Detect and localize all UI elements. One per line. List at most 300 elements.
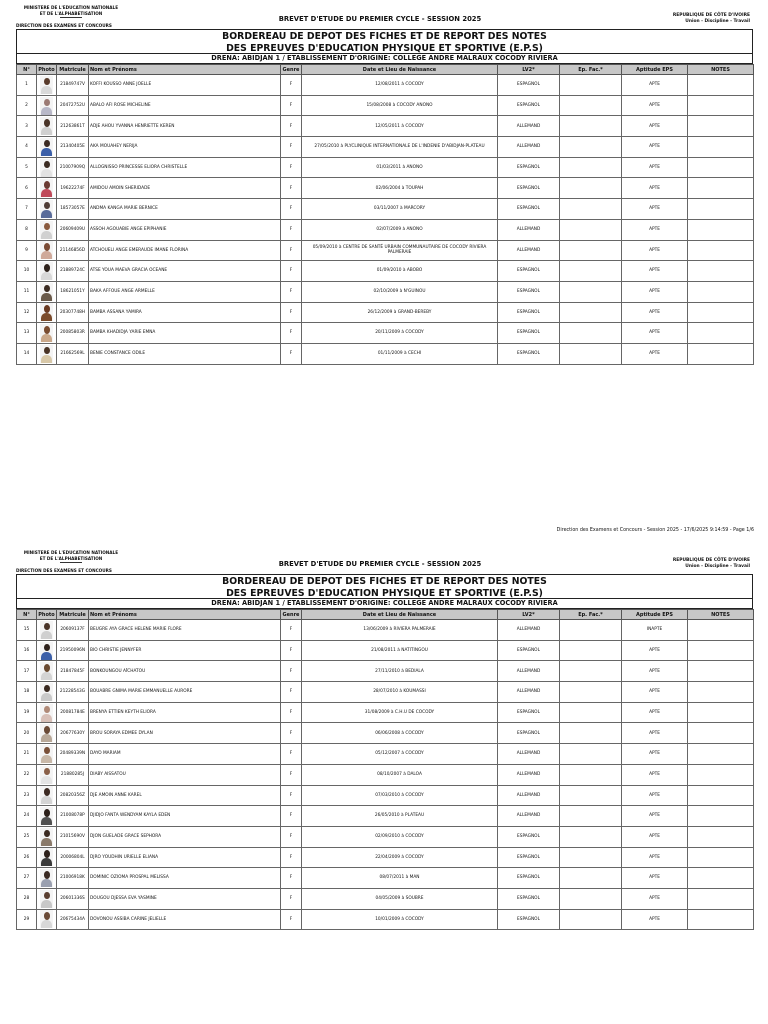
photo-cell [37, 661, 57, 682]
ministry-line1: MINISTERE DE L'EDUCATION NATIONALE [23, 5, 119, 10]
title-line1: BORDEREAU DE DEPOT DES FICHES ET DE REPORT DES NOTES [222, 31, 547, 42]
row-matricule: 21015690V [57, 826, 89, 847]
row-aptitude: APTE [622, 764, 688, 785]
row-genre: F [281, 75, 302, 96]
row-number: 25 [17, 826, 37, 847]
row-genre: F [281, 178, 302, 199]
student-photo [40, 324, 53, 342]
row-ep-fac [560, 343, 622, 364]
table-row [17, 75, 754, 96]
row-birth: 26/05/2010 à PLATEAU [302, 806, 498, 827]
col-lv2: LV2* [498, 65, 560, 75]
photo-cell [37, 806, 57, 827]
row-birth: 04/05/2009 à SOUBRE [302, 888, 498, 909]
title-line2: DES EPREUVES D'EDUCATION PHYSIQUE ET SPORTIVE (E.P.S) [226, 42, 543, 54]
col-lv2: LV2* [498, 610, 560, 620]
exam-title: BREVET D'ETUDE DU PREMIER CYCLE - SESSION 2025 [278, 15, 482, 23]
table-row [17, 95, 754, 116]
row-matricule: 20307748H [57, 302, 89, 323]
row-matricule: 21889724C [57, 261, 89, 282]
row-ep-fac [560, 702, 622, 723]
row-matricule: 21340405E [57, 137, 89, 158]
row-aptitude: APTE [622, 323, 688, 344]
photo-cell [37, 95, 57, 116]
row-genre: F [281, 343, 302, 364]
row-matricule: 21007909Q [57, 157, 89, 178]
row-lv2: ESPAGNOL [498, 723, 560, 744]
row-genre: F [281, 868, 302, 889]
ministry-divider [60, 17, 82, 18]
row-birth: 08/10/2007 à DALOA [302, 764, 498, 785]
photo-cell [37, 723, 57, 744]
row-genre: F [281, 95, 302, 116]
row-genre: F [281, 909, 302, 930]
student-photo [40, 807, 53, 825]
row-ep-fac [560, 116, 622, 137]
row-lv2: ESPAGNOL [498, 826, 560, 847]
row-number: 13 [17, 323, 37, 344]
row-lv2: ESPAGNOL [498, 323, 560, 344]
photo-cell [37, 764, 57, 785]
direction-label: DIRECTION DES EXAMENS ET CONCOURS [16, 23, 112, 28]
photo-cell [37, 343, 57, 364]
row-genre: F [281, 723, 302, 744]
row-number: 17 [17, 661, 37, 682]
row-genre: F [281, 785, 302, 806]
row-lv2: ESPAGNOL [498, 95, 560, 116]
table-row [17, 682, 754, 703]
row-ep-fac [560, 240, 622, 261]
photo-cell [37, 785, 57, 806]
row-number: 16 [17, 640, 37, 661]
row-lv2: ESPAGNOL [498, 157, 560, 178]
row-ep-fac [560, 723, 622, 744]
ministry-line2: ET DE L'ALPHABETISATION [39, 10, 103, 16]
row-aptitude: APTE [622, 785, 688, 806]
row-ep-fac [560, 847, 622, 868]
row-notes [688, 764, 754, 785]
col-matricule: Matricule [57, 610, 89, 620]
row-ep-fac [560, 178, 622, 199]
row-birth: 12/05/2011 à COCODY [302, 116, 498, 137]
row-genre: F [281, 261, 302, 282]
col-ep-fac: Ep. Fac.* [560, 610, 622, 620]
row-name: BAKA AFFOUE ANGE ARMELLE [89, 281, 281, 302]
row-ep-fac [560, 682, 622, 703]
row-matricule: 21662569L [57, 343, 89, 364]
row-aptitude: APTE [622, 240, 688, 261]
row-birth: 12/08/2011 à COCODY [302, 75, 498, 96]
row-lv2: ESPAGNOL [498, 199, 560, 220]
photo-cell [37, 219, 57, 240]
row-birth: 26/12/2009 à GRAND-BEREBY [302, 302, 498, 323]
student-photo [40, 724, 53, 742]
row-ep-fac [560, 909, 622, 930]
row-ep-fac [560, 764, 622, 785]
row-matricule: 20675434A [57, 909, 89, 930]
row-notes [688, 240, 754, 261]
row-notes [688, 157, 754, 178]
student-photo [40, 890, 53, 908]
row-aptitude: APTE [622, 682, 688, 703]
republic-motto: Union - Discipline - Travail [685, 19, 750, 24]
row-genre: F [281, 682, 302, 703]
row-number: 7 [17, 199, 37, 220]
row-lv2: ALLEMAND [498, 137, 560, 158]
row-name: KOFFI KOUSSO ANNE JOELLE [89, 75, 281, 96]
photo-cell [37, 744, 57, 765]
row-genre: F [281, 116, 302, 137]
row-lv2: ESPAGNOL [498, 847, 560, 868]
col-genre: Genre [281, 65, 302, 75]
row-matricule: 21880285J [57, 764, 89, 785]
row-number: 2 [17, 95, 37, 116]
students-table [16, 609, 754, 930]
row-name: DIABY AISSATOU [89, 764, 281, 785]
col-number: N° [17, 65, 37, 75]
row-number: 4 [17, 137, 37, 158]
row-lv2: ALLEMAND [498, 682, 560, 703]
row-birth: 20/11/2009 à COCODY [302, 323, 498, 344]
row-name: DJON GUELADE GRACE SEPHORA [89, 826, 281, 847]
row-aptitude: APTE [622, 806, 688, 827]
title-line1: BORDEREAU DE DEPOT DES FICHES ET DE REPORT DES NOTES [222, 576, 547, 587]
row-name: ATCHOUELI ANGE EMERAUDE IMANE FLORINA [89, 240, 281, 261]
row-matricule: 20006804L [57, 847, 89, 868]
row-matricule: 21228543G [57, 682, 89, 703]
photo-cell [37, 826, 57, 847]
row-genre: F [281, 640, 302, 661]
student-photo [40, 200, 53, 218]
row-number: 15 [17, 620, 37, 641]
row-birth: 05/12/2007 à COCODY [302, 744, 498, 765]
row-name: DJE AMOIN ANNE KAREL [89, 785, 281, 806]
row-name: BROU SORAYA EDMEE DYLAN [89, 723, 281, 744]
row-number: 3 [17, 116, 37, 137]
row-genre: F [281, 323, 302, 344]
student-photo [40, 786, 53, 804]
row-lv2: ALLEMAND [498, 661, 560, 682]
student-photo [40, 704, 53, 722]
row-aptitude: APTE [622, 640, 688, 661]
student-photo [40, 869, 53, 887]
table-row [17, 240, 754, 261]
row-ep-fac [560, 261, 622, 282]
row-number: 10 [17, 261, 37, 282]
student-photo [40, 76, 53, 94]
row-lv2: ALLEMAND [498, 240, 560, 261]
row-birth: 02/06/2004 à TOUPAH [302, 178, 498, 199]
row-number: 9 [17, 240, 37, 261]
row-matricule: 20677630Y [57, 723, 89, 744]
row-aptitude: APTE [622, 75, 688, 96]
ministry-block [16, 5, 126, 18]
row-aptitude: APTE [622, 199, 688, 220]
row-birth: 02/10/2009 à N'GUINOU [302, 281, 498, 302]
row-number: 8 [17, 219, 37, 240]
row-birth: 01/09/2010 à ABOBO [302, 261, 498, 282]
photo-cell [37, 281, 57, 302]
row-name: ASSOH AGOUABIE ANGE EPIPHANIE [89, 219, 281, 240]
ministry-block [16, 550, 126, 563]
student-photo [40, 683, 53, 701]
row-matricule: 21263861T [57, 116, 89, 137]
row-matricule: 21847845F [57, 661, 89, 682]
col-name: Nom et Prénoms [89, 65, 281, 75]
row-name: BENIE CONSTANCE ODILE [89, 343, 281, 364]
table-row [17, 888, 754, 909]
row-birth: 28/07/2010 à KOUMASSI [302, 682, 498, 703]
row-notes [688, 178, 754, 199]
student-photo [40, 262, 53, 280]
row-lv2: ALLEMAND [498, 785, 560, 806]
student-photo [40, 848, 53, 866]
row-aptitude: APTE [622, 178, 688, 199]
col-photo: Photo [38, 66, 55, 73]
row-genre: F [281, 219, 302, 240]
photo-cell [37, 640, 57, 661]
row-name: BIO CHRISTIE JENNYFER [89, 640, 281, 661]
ministry-divider [60, 562, 82, 563]
document-title [16, 29, 753, 54]
row-number: 26 [17, 847, 37, 868]
row-ep-fac [560, 75, 622, 96]
drena-line: DRENA: ABIDJAN 1 / ETABLISSEMENT D'ORIGINE: COLLEGE ANDRE MALRAUX COCODY RIVIERA [16, 599, 753, 609]
photo-cell [37, 702, 57, 723]
row-genre: F [281, 744, 302, 765]
table-row [17, 157, 754, 178]
row-birth: 13/06/2009 à RIVIERA PALMERAIE [302, 620, 498, 641]
table-row [17, 620, 754, 641]
row-aptitude: APTE [622, 868, 688, 889]
row-number: 19 [17, 702, 37, 723]
student-photo [40, 221, 53, 239]
student-photo [40, 283, 53, 301]
page-2 [0, 545, 768, 1024]
table-row [17, 219, 754, 240]
student-photo [40, 138, 53, 156]
table-header-row [17, 610, 754, 620]
row-notes [688, 682, 754, 703]
row-notes [688, 95, 754, 116]
row-number: 22 [17, 764, 37, 785]
col-genre: Genre [281, 610, 302, 620]
row-genre: F [281, 157, 302, 178]
row-birth: 10/01/2009 à COCODY [302, 909, 498, 930]
student-photo [40, 745, 53, 763]
row-aptitude: APTE [622, 826, 688, 847]
row-notes [688, 806, 754, 827]
row-lv2: ESPAGNOL [498, 261, 560, 282]
row-matricule: 21950096N [57, 640, 89, 661]
row-ep-fac [560, 95, 622, 116]
title-line2: DES EPREUVES D'EDUCATION PHYSIQUE ET SPORTIVE (E.P.S) [226, 587, 543, 599]
photo-cell [37, 178, 57, 199]
row-number: 11 [17, 281, 37, 302]
photo-cell [37, 75, 57, 96]
table-header-row [17, 65, 754, 75]
row-ep-fac [560, 826, 622, 847]
row-ep-fac [560, 806, 622, 827]
row-birth: 02/09/2010 à COCODY [302, 826, 498, 847]
row-number: 27 [17, 868, 37, 889]
row-notes [688, 826, 754, 847]
row-name: ABALO AFI ROSE MICHELINE [89, 95, 281, 116]
col-photo: Photo [38, 611, 55, 618]
table-row [17, 261, 754, 282]
row-notes [688, 137, 754, 158]
row-matricule: 21008078P [57, 806, 89, 827]
row-number: 20 [17, 723, 37, 744]
row-ep-fac [560, 323, 622, 344]
row-lv2: ALLEMAND [498, 744, 560, 765]
row-aptitude: APTE [622, 661, 688, 682]
republic-block [630, 13, 750, 25]
row-aptitude: APTE [622, 702, 688, 723]
student-photo [40, 159, 53, 177]
student-photo [40, 345, 53, 363]
row-lv2: ESPAGNOL [498, 909, 560, 930]
row-notes [688, 661, 754, 682]
row-genre: F [281, 806, 302, 827]
row-matricule: 20472752U [57, 95, 89, 116]
row-notes [688, 847, 754, 868]
row-genre: F [281, 826, 302, 847]
photo-cell [37, 199, 57, 220]
row-notes [688, 702, 754, 723]
row-aptitude: APTE [622, 137, 688, 158]
table-row [17, 826, 754, 847]
photo-cell [37, 240, 57, 261]
row-ep-fac [560, 157, 622, 178]
col-birth: Date et Lieu de Naissance [302, 65, 498, 75]
photo-cell [37, 157, 57, 178]
row-notes [688, 343, 754, 364]
photo-cell [37, 137, 57, 158]
row-ep-fac [560, 199, 622, 220]
row-name: BRENYA ETTIEN KEYTH ELIORA [89, 702, 281, 723]
row-name: AMIDOU AMOIN SHERIDADE [89, 178, 281, 199]
row-matricule: 20085803R [57, 323, 89, 344]
student-photo [40, 179, 53, 197]
row-genre: F [281, 764, 302, 785]
table-row [17, 323, 754, 344]
row-lv2: ESPAGNOL [498, 75, 560, 96]
row-number: 29 [17, 909, 37, 930]
row-genre: F [281, 888, 302, 909]
row-ep-fac [560, 744, 622, 765]
col-ep-fac: Ep. Fac.* [560, 65, 622, 75]
republic-motto: Union - Discipline - Travail [685, 564, 750, 569]
row-number: 6 [17, 178, 37, 199]
photo-cell [37, 682, 57, 703]
row-matricule: 20489339N [57, 744, 89, 765]
row-notes [688, 281, 754, 302]
row-genre: F [281, 240, 302, 261]
row-name: ATSE YOUA MAEVA GRACIA OCEANE [89, 261, 281, 282]
row-matricule: 21849747V [57, 75, 89, 96]
row-number: 12 [17, 302, 37, 323]
row-name: AKA MOUAHEY NERIJA [89, 137, 281, 158]
row-lv2: ALLEMAND [498, 620, 560, 641]
col-aptitude: Aptitude EPS [622, 65, 688, 75]
row-lv2: ESPAGNOL [498, 702, 560, 723]
col-birth: Date et Lieu de Naissance [302, 610, 498, 620]
row-birth: 01/03/2011 à ANONO [302, 157, 498, 178]
row-name: DOVONOU ASSIBA CARINE JELIELLE [89, 909, 281, 930]
row-lv2: ALLEMAND [498, 764, 560, 785]
exam-title: BREVET D'ETUDE DU PREMIER CYCLE - SESSION 2025 [278, 560, 482, 568]
row-ep-fac [560, 888, 622, 909]
table-row [17, 847, 754, 868]
row-aptitude: APTE [622, 261, 688, 282]
row-ep-fac [560, 640, 622, 661]
row-lv2: ESPAGNOL [498, 178, 560, 199]
row-genre: F [281, 199, 302, 220]
row-genre: F [281, 620, 302, 641]
student-photo [40, 303, 53, 321]
row-lv2: ESPAGNOL [498, 888, 560, 909]
table-row [17, 281, 754, 302]
row-genre: F [281, 702, 302, 723]
row-matricule: 19622274F [57, 178, 89, 199]
row-aptitude: APTE [622, 847, 688, 868]
republic-name: REPUBLIQUE DE CÔTE D'IVOIRE [672, 13, 750, 18]
col-notes: NOTES [688, 65, 754, 75]
row-name: ANDMA KANGA MARIE BERNICE [89, 199, 281, 220]
republic-block [630, 558, 750, 570]
row-name: DAYO MARIAM [89, 744, 281, 765]
row-aptitude: APTE [622, 281, 688, 302]
row-notes [688, 785, 754, 806]
row-lv2: ALLEMAND [498, 806, 560, 827]
row-lv2: ESPAGNOL [498, 640, 560, 661]
document-title [16, 574, 753, 599]
row-ep-fac [560, 785, 622, 806]
col-aptitude: Aptitude EPS [622, 610, 688, 620]
row-name: DJRO YOUDHIN URIELLE ELIANA [89, 847, 281, 868]
row-notes [688, 75, 754, 96]
row-notes [688, 909, 754, 930]
row-number: 18 [17, 682, 37, 703]
row-aptitude: APTE [622, 343, 688, 364]
row-notes [688, 868, 754, 889]
drena-line: DRENA: ABIDJAN 1 / ETABLISSEMENT D'ORIGINE: COLLEGE ANDRE MALRAUX COCODY RIVIERA [16, 54, 753, 64]
row-notes [688, 116, 754, 137]
row-name: BEUGRE AYA GRACE HELENE MARIE FLORE [89, 620, 281, 641]
republic-name: REPUBLIQUE DE CÔTE D'IVOIRE [672, 558, 750, 563]
table-row [17, 723, 754, 744]
col-number: N° [17, 610, 37, 620]
row-notes [688, 302, 754, 323]
student-photo [40, 241, 53, 259]
page-footer: Direction des Examens et Concours - Session 2025 - 17/6/2025 9:14:59 - Page 1/6 [556, 528, 754, 533]
row-lv2: ESPAGNOL [498, 281, 560, 302]
row-lv2: ALLEMAND [498, 219, 560, 240]
table-row [17, 302, 754, 323]
row-aptitude: APTE [622, 302, 688, 323]
table-body [17, 75, 754, 365]
table-row [17, 343, 754, 364]
row-aptitude: APTE [622, 95, 688, 116]
row-birth: 31/08/2009 à C.H.U DE COCODY [302, 702, 498, 723]
photo-cell [37, 261, 57, 282]
photo-cell [37, 868, 57, 889]
table-row [17, 116, 754, 137]
row-birth: 08/07/2011 à MAN [302, 868, 498, 889]
table-row [17, 661, 754, 682]
row-ep-fac [560, 281, 622, 302]
